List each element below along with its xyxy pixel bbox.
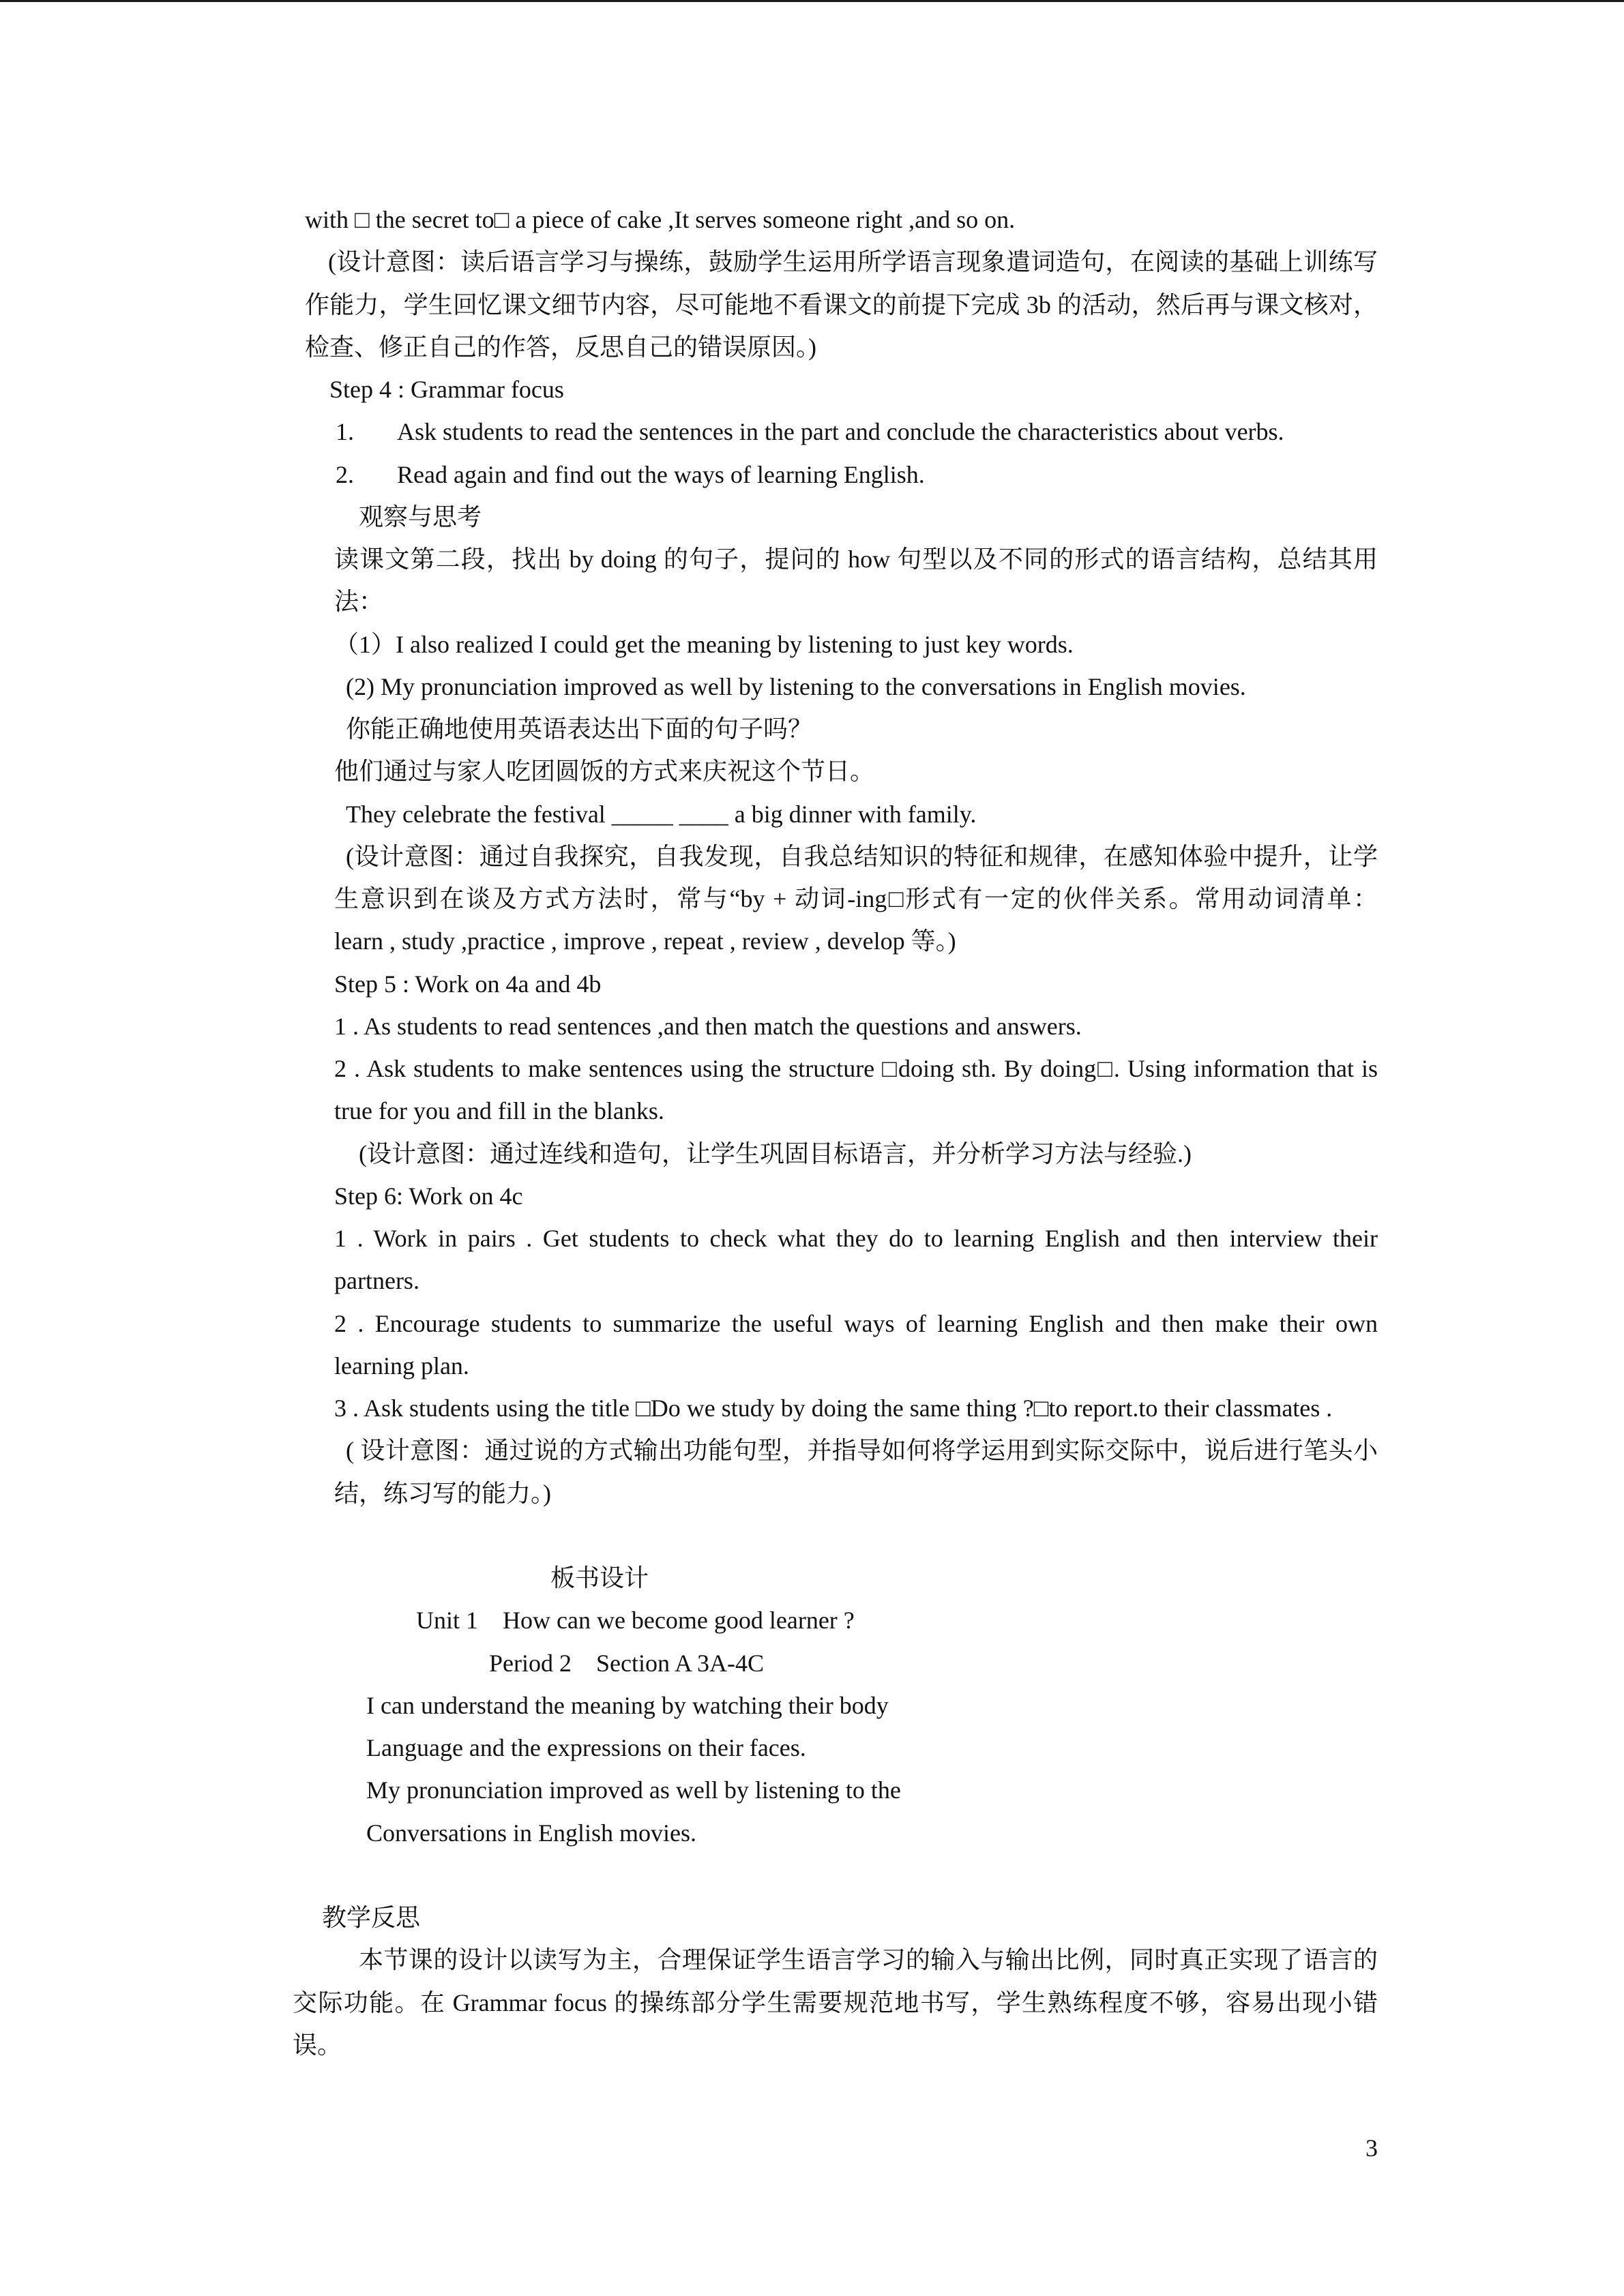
observe-task-line: 读课文第二段，找出 by doing 的句子，提问的 how 句型以及不同的形式的语言结构，总结其用: [334, 546, 1378, 573]
fill-in-sentence: They celebrate the festival _____ ____ a big dinner with family.: [346, 800, 977, 828]
grammar-task-item: [336, 453, 1624, 496]
step-heading: Step 6: Work on 4c: [334, 1182, 523, 1210]
step-heading: Step 4 : Grammar focus: [329, 376, 564, 403]
step-heading: Step 5 : Work on 4a and 4b: [334, 970, 602, 998]
reflection-line: 交际功能。在 Grammar focus 的操练部分学生需要规范地书写，学生熟练程度不够，容易出现小错: [293, 1988, 1378, 2016]
blackboard-design-section: [0, 1557, 1624, 1854]
task-line: 3 . Ask students using the title □Do we study by doing the same thing ?□to report.to their classmates .: [334, 1395, 1333, 1422]
step5-section: [0, 963, 1624, 1175]
example-sentence: （1）I also realized I could get the meaning by listening to just key words.: [334, 630, 1074, 658]
blackboard-heading: 板书设计: [550, 1564, 649, 1592]
design-intent-line: ( 设计意图：通过说的方式输出功能句型，并指导如何将学运用到实际交际中，说后进行笔头小: [346, 1437, 1378, 1465]
phrase-line: with □ the secret to□ a piece of cake ,It serves someone right ,and so on.: [305, 206, 1016, 233]
step4-section: [0, 368, 1624, 963]
observe-task-line: 法：: [334, 588, 384, 616]
design-intent-line: 生意识到在谈及方式方法时，常与“by + 动词-ing□形式有一定的伙伴关系。常用动词清单：: [334, 885, 1378, 912]
document-body: [0, 198, 1624, 2066]
design-intent-line: (设计意图：通过连线和造句，让学生巩固目标语言，并分析学习方法与经验.): [359, 1139, 1192, 1167]
reflection-line: 误。: [293, 2031, 342, 2059]
intro-section: [0, 198, 1624, 368]
task-line: true for you and fill in the blanks.: [334, 1097, 664, 1125]
reflection-heading: 教学反思: [322, 1904, 421, 1931]
translate-source: 他们通过与家人吃团圆饭的方式来庆祝这个节日。: [334, 758, 875, 786]
task-line: 1 . Work in pairs . Get students to check what they do to learning English and then interview their: [334, 1225, 1378, 1252]
task-line: 1 . As students to read sentences ,and then match the questions and answers.: [334, 1012, 1082, 1040]
observe-heading: 观察与思考: [359, 503, 482, 531]
task-line: partners.: [334, 1267, 419, 1295]
step6-section: [0, 1175, 1624, 1515]
item-number: 2.: [336, 460, 354, 488]
teaching-reflection-section: [0, 1896, 1624, 2066]
unit-title: Unit 1 How can we become good learner ?: [416, 1607, 855, 1635]
page-top-border: [0, 0, 1624, 2]
task-line: 2 . Ask students to make sentences using the structure □doing sth. By doing□. Using information that is: [334, 1055, 1378, 1082]
translate-prompt: 你能正确地使用英语表达出下面的句子吗？: [346, 715, 813, 743]
reflection-line: 本节课的设计以读写为主，合理保证学生语言学习的输入与输出比例，同时真正实现了语言的: [359, 1946, 1378, 1974]
page-number: 3: [1365, 2134, 1378, 2162]
item-text: Read again and find out the ways of learning English.: [397, 460, 925, 488]
period-title: Period 2 Section A 3A-4C: [489, 1649, 764, 1677]
blank-line: [0, 1515, 1624, 1557]
task-line: learning plan.: [334, 1352, 469, 1380]
blackboard-line: Language and the expressions on their faces.: [366, 1734, 806, 1761]
grammar-task-item: [336, 411, 1624, 453]
design-intent-line: 结，练习写的能力。): [334, 1479, 551, 1507]
item-number: 1.: [336, 418, 354, 446]
design-intent-line: (设计意图：读后语言学习与操练，鼓励学生运用所学语言现象遣词造句，在阅读的基础上训练写: [328, 248, 1378, 276]
blackboard-line: My pronunciation improved as well by listening to the: [366, 1776, 901, 1804]
item-text: Ask students to read the sentences in the part and conclude the characteristics about verbs.: [397, 418, 1284, 446]
blank-line: [0, 1854, 1624, 1896]
task-line: 2 . Encourage students to summarize the useful ways of learning English and then make their own: [334, 1309, 1378, 1337]
design-intent-line: learn , study ,practice , improve , repeat , review , develop 等。): [334, 927, 956, 955]
example-sentence: (2) My pronunciation improved as well by listening to the conversations in English movies.: [346, 672, 1246, 700]
blackboard-line: I can understand the meaning by watching their body: [366, 1691, 889, 1719]
design-intent-line: 检查、修正自己的作答，反思自己的错误原因。): [305, 333, 816, 361]
blackboard-line: Conversations in English movies.: [366, 1819, 696, 1847]
design-intent-line: (设计意图：通过自我探究，自我发现，自我总结知识的特征和规律，在感知体验中提升，让学: [346, 842, 1378, 870]
design-intent-line: 作能力，学生回忆课文细节内容，尽可能地不看课文的前提下完成 3b 的活动，然后再与课文核对，: [305, 290, 1378, 318]
